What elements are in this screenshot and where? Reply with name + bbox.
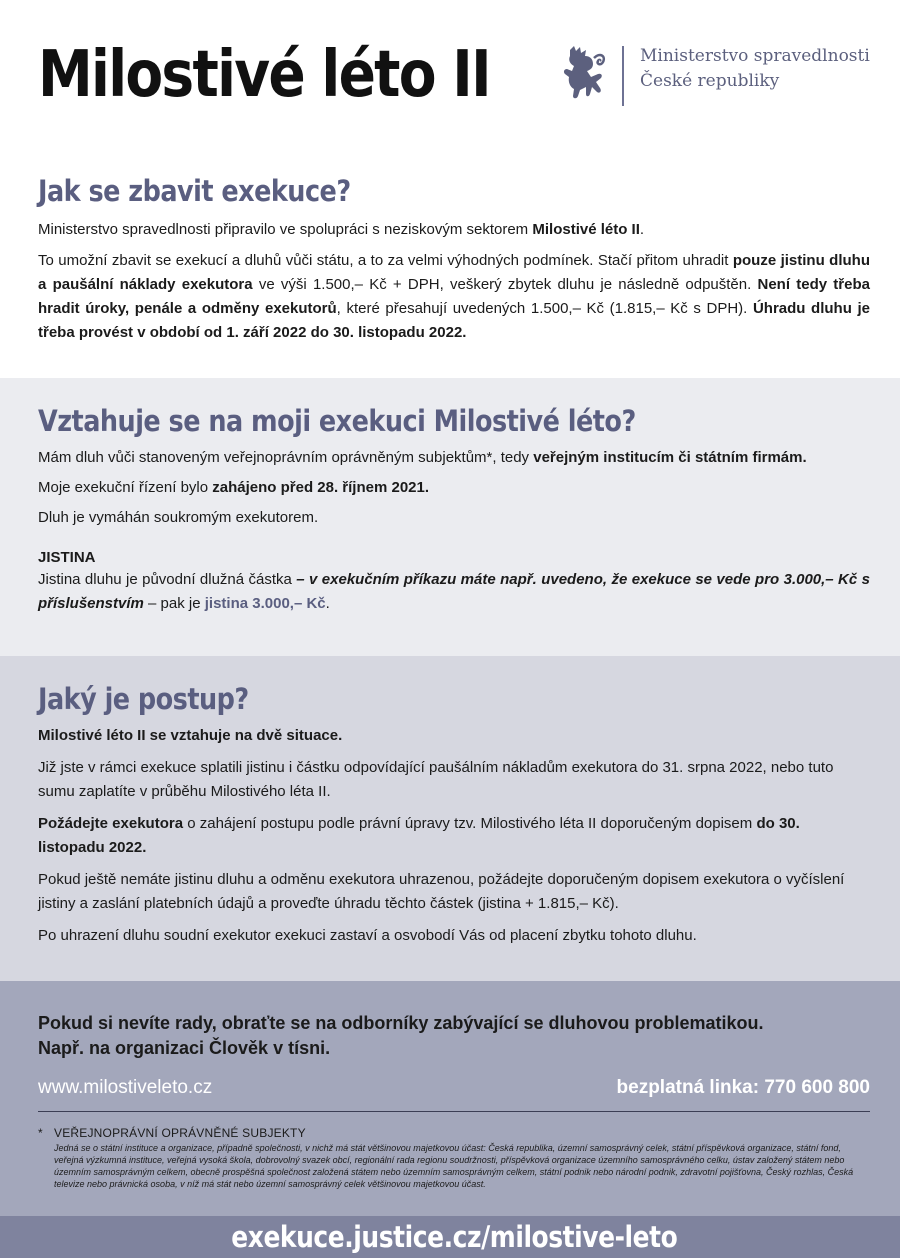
section3-heading: Jaký je postup? [38,682,249,716]
section3-paragraph-4: Pokud ještě nemáte jistinu dluhu a odměnu exekutora uhrazenou, požádejte doporučeným dopisem exekutora o vyčíslení jistiny a zaslání platebních údajů a proveďte úhradu těchto částek (jistina + 1.815,– Kč). [38,871,845,912]
section3-paragraph-1: Milostivé léto II se vztahuje na dvě situace. [38,727,343,744]
jistina-title: JISTINA [38,549,96,566]
jistina-text: Jistina dluhu je původní dlužná částka – v exekučním příkazu máte např. uvedeno, že exekuce se vede pro 3.000,– Kč s příslušenstvím – pak je jistina 3.000,– Kč. [38,571,870,612]
contact-row [38,1077,870,1099]
section3-paragraph-2: Již jste v rámci exekuce splatili jistinu i částku odpovídající paušálním nákladům exekutora do 31. srpna 2022, nebo tuto sumu zaplatíte v průběhu Milostivého léta II. [38,759,834,800]
ministry-logo [560,44,870,106]
lion-emblem-icon [560,44,608,100]
footnote-text: Jedná se o státní instituce a organizace, případně společnosti, v nichž má stát většinovou majetkovou účast: Česká republika, územní samosprávný celek, státní příspěvková organizace, státní fond, veřejná výzkumná instituce, veřejná vysoká škola, dobrovolný svazek obcí, regionální rada regionu soudržnosti, příspěvková organizace územního samosprávného celku, ústav založený státem nebo územním samosprávným celkem, obecně prospěšná společnost založená státem nebo územním samosprávným celkem, státní podnik nebo národní podnik, zdravotní pojišťovna, Český rozhlas, Česká televize nebo právnická osoba, v níž má stát nebo územní samosprávný celek většinovou majetkovou účast. [54,1143,854,1189]
section2-paragraph-1: Mám dluh vůči stanoveným veřejnoprávním oprávněným subjektům*, tedy veřejným institucím či státním firmám. [38,449,807,466]
help-line-2: Např. na organizaci Člověk v tísni. [38,1038,331,1058]
ministry-name-line1: Ministerstvo spravedlnosti [640,46,870,66]
page-header [0,0,900,150]
section3-paragraph-5: Po uhrazení dluhu soudní exekutor exekuci zastaví a osvobodí Vás od placení zbytku tohoto dluhu. [38,927,697,944]
section3-paragraph-3: Požádejte exekutora o zahájení postupu podle právní úpravy tzv. Milostivého léta II doporučeným dopisem do 30. listopadu 2022. [38,815,800,856]
section1-paragraph-1: Ministerstvo spravedlnosti připravilo ve spolupráci s neziskovým sektorem Milostivé léto II. [38,221,645,238]
section2-paragraph-3: Dluh je vymáhán soukromým exekutorem. [38,509,319,526]
help-text [38,1011,870,1061]
hotline-number[interactable]: bezplatná linka: 770 600 800 [616,1077,870,1098]
section2-heading: Vztahuje se na moji exekuci Milostivé léto? [38,404,636,438]
page-title: Milostivé léto II [38,38,490,112]
section1-paragraph-2: To umožní zbavit se exekucí a dluhů vůči státu, a to za velmi výhodných podmínek. Stačí přitom uhradit pouze jistinu dluhu a paušální náklady exekutora ve výši 1.500,– Kč + DPH, veškerý zbytek dluhu je následně odpuštěn. Není tedy třeba hradit úroky, penále a odměny exekutorů, které přesahují uvedených 1.500,– Kč (1.815,– Kč s DPH). Úhradu dluhu je třeba provést v období od 1. září 2022 do 30. listopadu 2022. [38,252,870,341]
footer-bar [0,1216,900,1258]
logo-divider [622,46,624,106]
ministry-name [640,44,870,94]
section-how-to-get-rid [0,150,900,378]
section1-heading: Jak se zbavit exekuce? [38,174,351,208]
divider [38,1111,870,1112]
section-procedure [0,656,900,981]
section-applicability [0,378,900,656]
website-link[interactable]: www.milostiveleto.cz [38,1077,213,1098]
footnote-title: * VEŘEJNOPRÁVNÍ OPRÁVNĚNÉ SUBJEKTY [38,1126,306,1140]
section-help [0,981,900,1216]
section2-paragraph-2: Moje exekuční řízení bylo zahájeno před 28. říjnem 2021. [38,479,430,496]
footer-url-link[interactable]: exekuce.justice.cz/milostive-leto [230,1220,678,1254]
ministry-name-line2: České republiky [640,71,780,91]
help-line-1: Pokud si nevíte rady, obraťte se na odborníky zabývající se dluhovou problematikou. [38,1013,764,1033]
